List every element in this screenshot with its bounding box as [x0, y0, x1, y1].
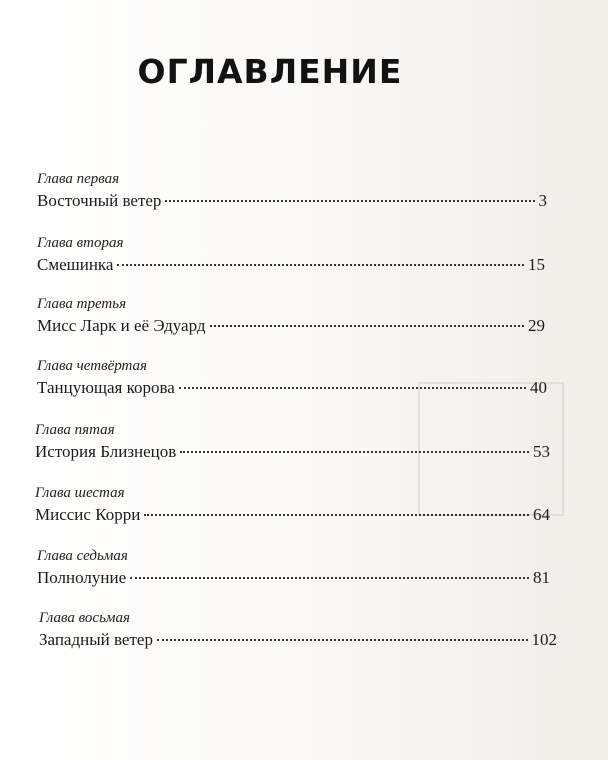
dot-leader [117, 264, 524, 266]
toc-line [37, 190, 547, 212]
chapter-title: Полнолуние [37, 568, 127, 587]
dot-leader [179, 387, 526, 389]
toc-line [37, 567, 550, 589]
page-number: 81 [533, 568, 550, 587]
dot-leader [210, 325, 524, 327]
chapter-label: Глава седьмая [37, 548, 128, 564]
chapter-title: Смешинка [37, 255, 114, 274]
chapter-title: Миссис Корри [35, 505, 141, 524]
page-title: ОГЛАВЛЕНИЕ [137, 52, 403, 91]
page-number: 40 [530, 378, 547, 397]
dot-leader [180, 451, 529, 453]
dot-leader [130, 577, 529, 579]
chapter-label: Глава пятая [35, 422, 115, 438]
chapter-title: Западный ветер [39, 630, 153, 649]
chapter-label: Глава третья [37, 296, 127, 312]
toc-line [35, 441, 550, 463]
toc-line [37, 377, 547, 399]
chapter-label: Глава шестая [35, 485, 125, 501]
chapter-title: История Близнецов [35, 442, 177, 461]
page-number: 53 [533, 442, 550, 461]
chapter-title: Танцующая корова [37, 378, 175, 397]
chapter-label: Глава вторая [37, 235, 124, 251]
chapter-title: Мисс Ларк и её Эдуард [37, 316, 206, 335]
page-number: 64 [533, 505, 550, 524]
chapter-label: Глава первая [37, 171, 120, 187]
toc-line [37, 315, 545, 337]
chapter-label: Глава восьмая [39, 610, 130, 626]
dot-leader [165, 200, 534, 202]
chapter-label: Глава четвёртая [37, 358, 148, 374]
dot-leader [144, 514, 529, 516]
dot-leader [157, 639, 528, 641]
page-number: 3 [538, 191, 547, 210]
toc-line [39, 629, 557, 651]
chapter-title: Восточный ветер [37, 191, 162, 210]
toc-line [37, 254, 545, 276]
page-number: 29 [528, 316, 545, 335]
toc-line [35, 504, 550, 526]
page-number: 102 [531, 630, 557, 649]
page-number: 15 [528, 255, 545, 274]
